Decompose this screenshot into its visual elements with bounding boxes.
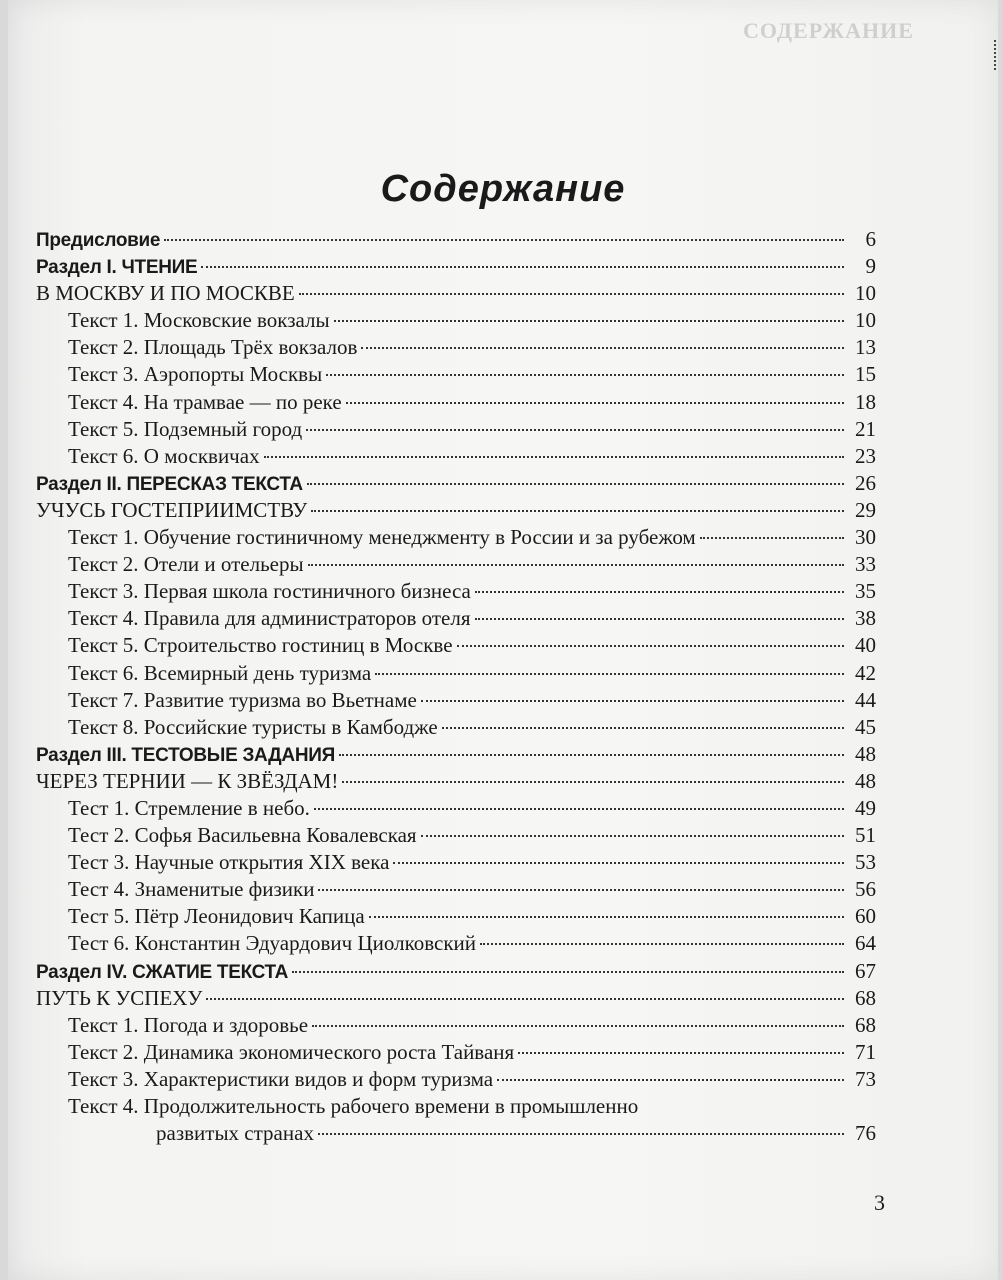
toc-entry-title: Текст 8. Российские туристы в Камбодже: [68, 714, 438, 739]
dot-leader: [346, 402, 844, 404]
toc-entry: [36, 361, 876, 388]
toc-entry-title: Текст 5. Подземный город: [68, 416, 303, 441]
toc-entry-title: Тест 3. Научные открытия XIX века: [68, 850, 390, 875]
dot-leader: [700, 537, 844, 539]
dot-leader: [318, 889, 844, 891]
toc-entry-title: В МОСКВУ И ПО МОСКВЕ: [36, 281, 295, 306]
dot-leader: [475, 591, 844, 593]
dot-leader: [264, 456, 844, 458]
dot-leader: [375, 673, 844, 675]
toc-entry-page: 53: [855, 850, 876, 875]
toc-entry-title: Текст 3. Характеристики видов и форм туризма: [68, 1066, 494, 1091]
dot-leader: [518, 1052, 844, 1054]
dot-leader: [442, 727, 844, 729]
toc-entry: [36, 280, 876, 307]
toc-entry-title: Раздел I. ЧТЕНИЕ: [36, 257, 198, 279]
page-number: 3: [874, 1190, 885, 1215]
toc-entry-title: Текст 3. Аэропорты Москвы: [68, 362, 323, 387]
toc-entry-page: 68: [855, 1012, 876, 1037]
toc-entry-title: Текст 4. Правила для администраторов отеля: [68, 606, 471, 631]
toc-entry-page: 23: [855, 443, 876, 468]
toc-entry-title: УЧУСЬ ГОСТЕПРИИМСТВУ: [36, 497, 308, 522]
dot-leader: [201, 266, 844, 268]
toc-entry: [36, 416, 876, 443]
toc-entry-page: 42: [855, 660, 876, 685]
toc-entry-page: 26: [855, 470, 876, 495]
dot-leader: [326, 374, 844, 376]
toc-entry-title: Тест 5. Пётр Леонидович Капица: [68, 904, 365, 929]
toc-entry: [36, 714, 876, 741]
toc-entry-page: 60: [855, 904, 876, 929]
toc-entry: [36, 1066, 876, 1093]
toc-entry-title: Текст 2. Площадь Трёх вокзалов: [68, 335, 358, 360]
toc-entry-page: 49: [855, 795, 876, 820]
toc-entry: [36, 1012, 876, 1039]
toc-entry-page: 48: [855, 768, 876, 793]
toc-entry-title: Раздел IV. СЖАТИЕ ТЕКСТА: [36, 961, 289, 983]
page-title: Содержание: [380, 168, 626, 210]
dot-leader: [307, 483, 844, 485]
toc-entry-title: Текст 1. Погода и здоровье: [68, 1012, 309, 1037]
toc-entry-title: Текст 3. Первая школа гостиничного бизнеса: [68, 579, 471, 604]
toc-entry-title: Текст 1. Обучение гостиничному менеджменту в России и за рубежом: [68, 525, 696, 550]
dot-leader: [342, 781, 844, 783]
dot-leader: [308, 564, 844, 566]
toc-entry-title: Раздел III. ТЕСТОВЫЕ ЗАДАНИЯ: [36, 744, 335, 766]
toc-entry: [36, 307, 876, 334]
toc-entry: [36, 497, 876, 524]
toc-entry-title: Текст 2. Динамика экономического роста Тайваня: [68, 1039, 515, 1064]
toc-entry-page: 73: [855, 1066, 876, 1091]
dot-leader: [311, 510, 844, 512]
toc-entry-page: 6: [865, 227, 876, 251]
toc-entry-page: 10: [855, 281, 876, 306]
toc-entry-title: Текст 2. Отели и отельеры: [68, 552, 304, 577]
toc-entry: [36, 849, 876, 876]
table-of-contents: [36, 226, 876, 1148]
toc-entry-page: 67: [855, 958, 876, 983]
toc-entry-title: Предисловие: [36, 230, 161, 251]
toc-entry-page: 38: [855, 606, 876, 631]
toc-entry: [36, 470, 876, 497]
toc-entry-page: 76: [855, 1121, 876, 1146]
toc-entry-title: Текст 6. Всемирный день туризма: [68, 660, 372, 685]
toc-entry-title: Текст 6. О москвичах: [68, 443, 260, 468]
toc-entry-title: ЧЕРЕЗ ТЕРНИИ — К ЗВЁЗДАМ!: [36, 768, 339, 793]
dot-leader: [393, 862, 844, 864]
toc-entry: [36, 660, 876, 687]
toc-entry-title: Тест 4. Знаменитые физики: [68, 877, 315, 902]
toc-entry: [36, 605, 876, 632]
toc-entry-title: Раздел II. ПЕРЕСКАЗ ТЕКСТА: [36, 473, 303, 495]
dot-leader: [457, 645, 844, 647]
dot-leader: [299, 293, 844, 295]
dot-leader: [318, 1133, 844, 1135]
toc-entry-page: 15: [855, 362, 876, 387]
page-edge-mark: [991, 40, 996, 70]
toc-entry-page: 35: [855, 579, 876, 604]
toc-entry-page: 44: [855, 687, 876, 712]
dot-leader: [292, 971, 844, 973]
toc-entry: [36, 741, 876, 768]
toc-entry-page: 71: [855, 1039, 876, 1064]
toc-entry-page: 45: [855, 714, 876, 739]
toc-entry: [36, 253, 876, 280]
dot-leader: [421, 700, 844, 702]
toc-entry-page: 48: [855, 741, 876, 766]
toc-entry: [36, 632, 876, 659]
toc-entry: [36, 930, 876, 957]
dot-leader: [361, 347, 844, 349]
toc-entry: [36, 389, 876, 416]
dot-leader: [312, 1025, 844, 1027]
dot-leader: [421, 835, 844, 837]
toc-entry: [36, 768, 876, 795]
toc-entry-page: 68: [855, 985, 876, 1010]
dot-leader: [314, 808, 844, 810]
toc-entry-page: 10: [855, 308, 876, 333]
toc-entry-page: 64: [855, 931, 876, 956]
toc-entry: [36, 795, 876, 822]
toc-entry: [36, 822, 876, 849]
toc-entry-page: 29: [855, 497, 876, 522]
toc-entry-title: развитых странах: [156, 1121, 314, 1146]
toc-entry: [36, 903, 876, 930]
toc-entry: [36, 551, 876, 578]
book-page: [8, 0, 998, 1280]
toc-entry: [36, 578, 876, 605]
toc-entry-page: 9: [865, 254, 876, 279]
toc-entry-title: Тест 6. Константин Эдуардович Циолковский: [68, 931, 477, 956]
toc-entry: [36, 1039, 876, 1066]
toc-entry-title: Тест 2. Софья Васильевна Ковалевская: [68, 823, 417, 848]
dot-leader: [480, 943, 844, 945]
dot-leader: [334, 320, 844, 322]
toc-entry-page: 30: [855, 525, 876, 550]
toc-entry: [36, 443, 876, 470]
toc-entry: [36, 958, 876, 985]
toc-entry-page: 51: [855, 823, 876, 848]
toc-entry: [36, 524, 876, 551]
toc-entry-page: 56: [855, 877, 876, 902]
toc-entry-page: 40: [855, 633, 876, 658]
toc-entry-page: 18: [855, 389, 876, 414]
toc-entry: [36, 334, 876, 361]
toc-entry: [36, 1093, 876, 1120]
dot-leader: [339, 754, 844, 756]
ghost-running-header: СОДЕРЖАНИЕ: [743, 18, 914, 43]
toc-entry: [36, 985, 876, 1012]
toc-entry-title: Текст 7. Развитие туризма во Вьетнаме: [68, 687, 417, 712]
toc-entry-title: Текст 4. Продолжительность рабочего времени в промышленно: [68, 1094, 639, 1118]
toc-entry-title: ПУТЬ К УСПЕХУ: [36, 985, 203, 1010]
dot-leader: [475, 618, 844, 620]
dot-leader: [164, 239, 844, 241]
toc-entry-page: 13: [855, 335, 876, 360]
toc-entry-page: 21: [855, 416, 876, 441]
toc-entry-title: Текст 4. На трамвае — по реке: [68, 389, 342, 414]
toc-entry: [36, 687, 876, 714]
dot-leader: [206, 998, 844, 1000]
toc-entry-title: Текст 5. Строительство гостиниц в Москве: [68, 633, 453, 658]
dot-leader: [306, 429, 844, 431]
toc-entry: [36, 1120, 876, 1148]
toc-entry-title: Тест 1. Стремление в небо.: [68, 795, 310, 820]
toc-entry-title: Текст 1. Московские вокзалы: [68, 308, 330, 333]
dot-leader: [369, 916, 844, 918]
toc-entry: [36, 876, 876, 903]
toc-entry-page: 33: [855, 552, 876, 577]
dot-leader: [497, 1079, 844, 1081]
toc-entry: [36, 226, 876, 253]
